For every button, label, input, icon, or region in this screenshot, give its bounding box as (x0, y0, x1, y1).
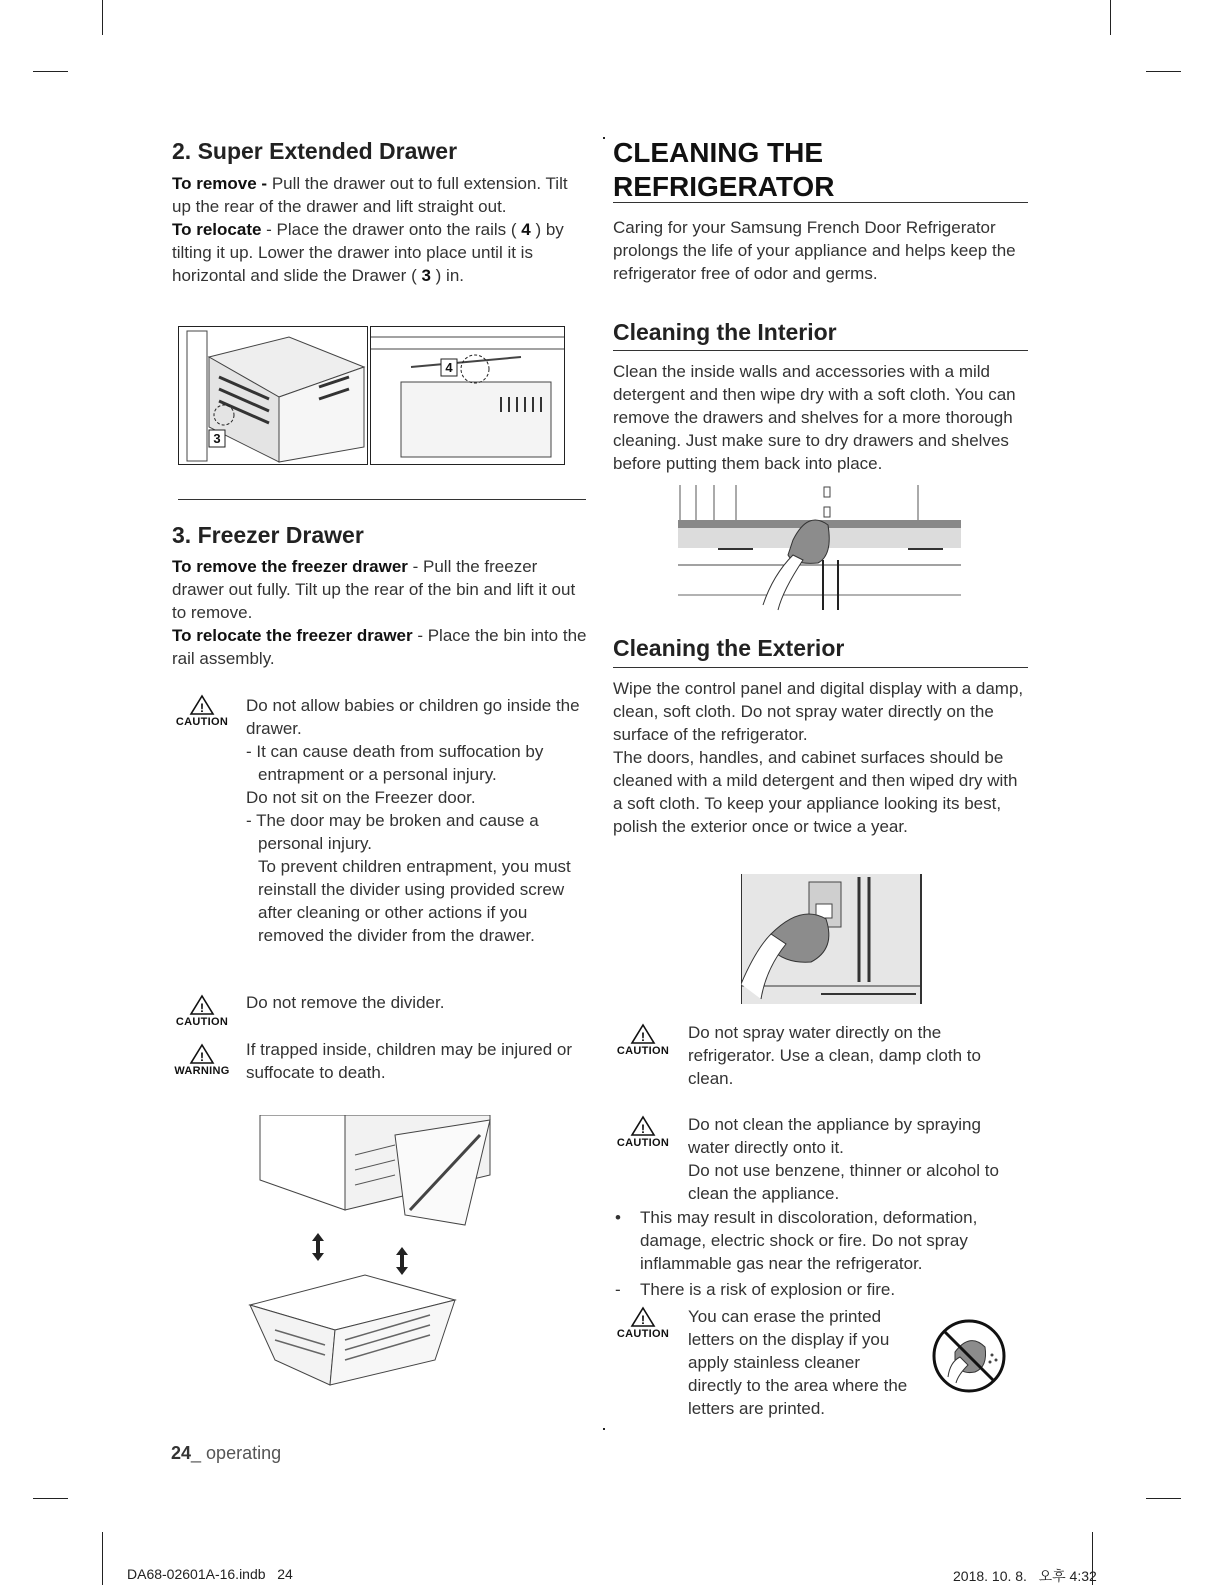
crop-mark (1110, 0, 1111, 35)
crop-mark (102, 1532, 103, 1585)
center-dot (603, 1428, 605, 1430)
warning-text-trapped: If trapped inside, children may be injured or suffocate to death. (246, 1040, 573, 1082)
caution-symbol: ! CAUTION (170, 694, 234, 728)
section-name: operating (206, 1443, 282, 1463)
caution-symbol: ! CAUTION (611, 1306, 675, 1340)
svg-text:!: ! (200, 1050, 204, 1064)
freezer-drawer-instructions: To remove the freezer drawer - Pull the freezer drawer out fully. Tilt up the rear of the bin and lift it out to remove. To relocate the freezer drawer - Place the bin into the rail assembly. (172, 557, 587, 668)
caution-symbol: ! CAUTION (611, 1115, 675, 1149)
caution-text-divider: Do not remove the divider. (246, 993, 445, 1012)
relocate-label: To relocate (172, 220, 262, 239)
exterior-cleaning-illustration (741, 874, 922, 1004)
warning-triangle-icon (611, 1306, 675, 1328)
print-file-info: DA68-02601A-16.indb 24 (127, 1566, 293, 1582)
callout-4: 4 (445, 360, 453, 375)
section-underline (613, 350, 1028, 351)
warning-symbol: ! WARNING (170, 1043, 234, 1077)
bullet-marker: • (615, 1208, 621, 1227)
svg-text:!: ! (200, 701, 204, 715)
relocate-freezer-label: To relocate the freezer drawer (172, 626, 413, 645)
svg-text:!: ! (641, 1313, 645, 1327)
caution-text-stainless: You can erase the printed letters on the display if you apply stainless cleaner directly to the area where the letters are printed. (688, 1307, 908, 1418)
center-dot (603, 137, 605, 139)
super-drawer-instructions: To remove - Pull the drawer out to full extension. Tilt up the rear of the drawer and lift straight out. To relocate - Place the drawer onto the rails ( 4 ) by tilting it up. Lower the drawer into place until it is horizontal and slide the Drawer ( 3 ) in. (172, 174, 568, 285)
section-title-super-extended-drawer: 2. Super Extended Drawer (172, 138, 458, 164)
warning-triangle-icon (611, 1115, 675, 1137)
cleaning-exterior-text: Wipe the control panel and digital display with a damp, clean, soft cloth. Do not spray water directly on the surface of the refrigerator. The doors, handles, and cabinet surfaces should be cleaned with a mild detergent and then wiped dry with a soft cloth. To keep your appliance looking its best, polish the exterior once or twice a year. (613, 679, 1024, 836)
print-timestamp: 2018. 10. 8. 오후 4:32 (953, 1568, 1097, 1584)
drawer-removal-illustration (178, 326, 368, 465)
section-underline (613, 667, 1028, 668)
no-cleaner-prohibition-icon (930, 1317, 1008, 1395)
warning-triangle-icon (170, 694, 234, 716)
page-footer: 24_ operating (171, 1443, 282, 1463)
caution-text-benzene: Do not clean the appliance by spraying water directly onto it. Do not use benzene, thinner or alcohol to clean the appliance. (688, 1115, 999, 1203)
caution-text-spray: Do not spray water directly on the refrigerator. Use a clean, damp cloth to clean. (688, 1023, 981, 1088)
remove-freezer-label: To remove the freezer drawer (172, 557, 408, 576)
page-title: CLEANING THE REFRIGERATOR (613, 137, 835, 202)
bullet-discoloration: This may result in discoloration, deformation, damage, electric shock or fire. Do not spray inflammable gas near the refrigerator. (640, 1208, 978, 1273)
section-divider (178, 499, 586, 500)
crop-mark (33, 1498, 68, 1499)
section-title-cleaning-interior: Cleaning the Interior (613, 319, 837, 345)
warning-triangle-icon (611, 1023, 675, 1045)
dash-explosion: There is a risk of explosion or fire. (640, 1280, 896, 1299)
cleaning-interior-text: Clean the inside walls and accessories with a mild detergent and then wipe dry with a soft cloth. You can remove the drawers and shelves for a more thorough cleaning. Just make sure to dry drawers and shelves before putting them back into place. (613, 362, 1016, 473)
crop-mark (33, 71, 68, 72)
drawer-relocation-illustration (370, 326, 565, 465)
crop-mark (1146, 1498, 1181, 1499)
warning-triangle-icon (170, 994, 234, 1016)
caution-symbol: ! CAUTION (170, 994, 234, 1028)
crop-mark (1146, 71, 1181, 72)
remove-label: To remove - (172, 174, 268, 193)
svg-text:!: ! (641, 1030, 645, 1044)
section-title-cleaning-exterior: Cleaning the Exterior (613, 635, 845, 661)
svg-text:!: ! (641, 1122, 645, 1136)
callout-3: 3 (213, 431, 221, 446)
page-number: 24 (171, 1443, 192, 1463)
cleaning-intro: Caring for your Samsung French Door Refrigerator prolongs the life of your appliance and helps keep the refrigerator free of odor and germs. (613, 218, 1016, 283)
dash-marker: - (615, 1280, 621, 1299)
svg-text:!: ! (200, 1001, 204, 1015)
section-title-freezer-drawer: 3. Freezer Drawer (172, 522, 364, 548)
warning-triangle-icon (170, 1043, 234, 1065)
caution-text-children: Do not allow babies or children go inside the drawer. - It can cause death from suffocation by entrapment or a personal injury. Do not sit on the Freezer door. - The door may be broken and cause a personal injury. To prevent children entrapment, you must reinstall the divider using provided screw after cleaning or other actions if you removed the divider from the drawer. (246, 696, 580, 945)
caution-symbol: ! CAUTION (611, 1023, 675, 1057)
freezer-bin-illustration (245, 1115, 495, 1390)
title-underline (613, 202, 1028, 203)
crop-mark (102, 0, 103, 35)
interior-cleaning-illustration (678, 485, 961, 617)
